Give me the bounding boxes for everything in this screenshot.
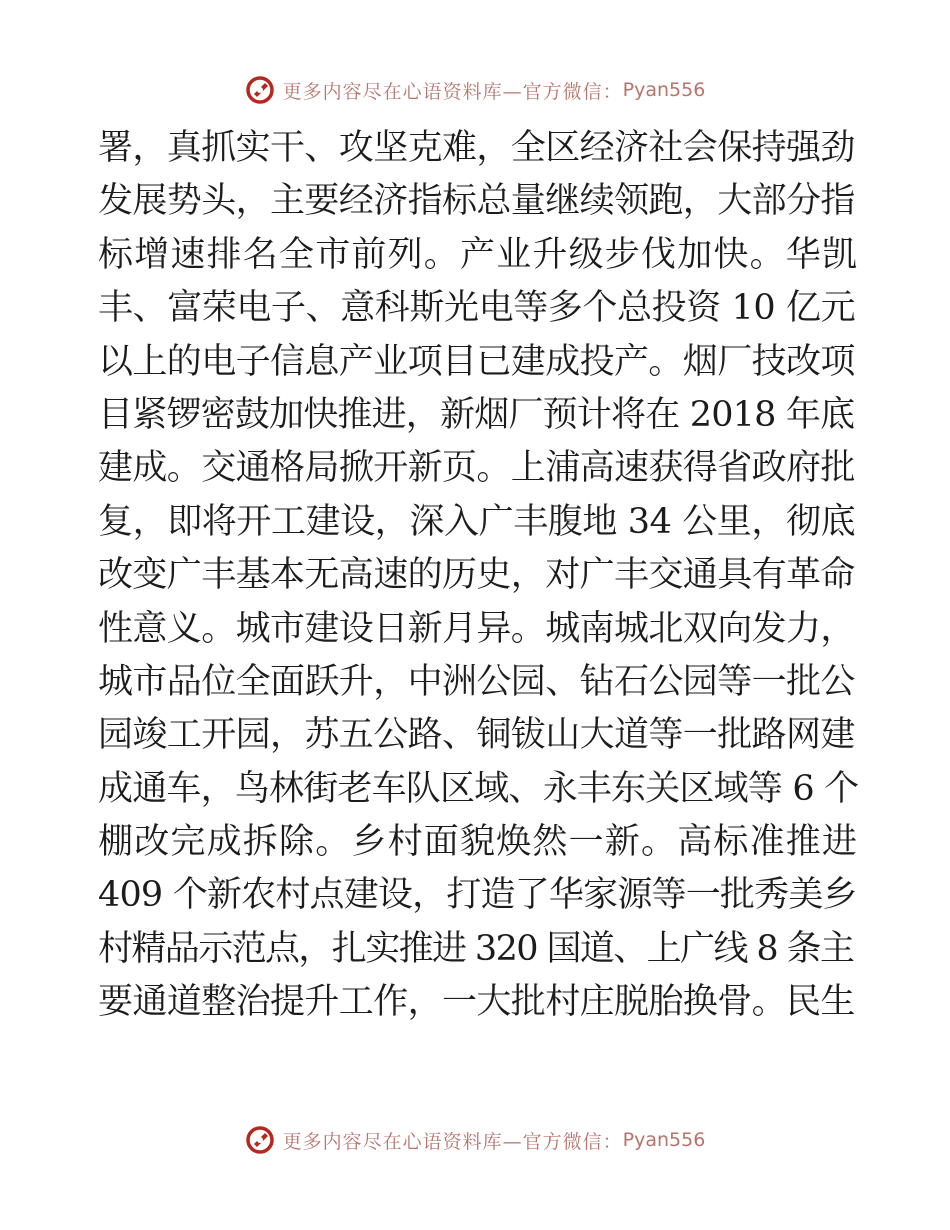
body-line: 成通车，鸟林街老车队区域、永丰东关区域等 6 个 — [98, 768, 859, 809]
body-line: 目紧锣密鼓加快推进，新烟厂预计将在 2018 年底 — [98, 394, 855, 435]
document-body — [98, 122, 858, 1030]
body-line: 棚改完成拆除。乡村面貌焕然一新。高标准推进 — [98, 822, 859, 863]
body-line: 丰、富荣电子、意科斯光电等多个总投资 10 亿元 — [98, 288, 856, 329]
body-line: 改变广丰基本无高速的历史，对广丰交通具有革命 — [98, 555, 855, 596]
heart-pen-logo-icon — [245, 1125, 275, 1155]
heart-pen-logo-icon — [245, 75, 275, 105]
body-line: 要通道整治提升工作，一大批村庄脱胎换骨。民生 — [98, 982, 855, 1023]
body-line: 城市品位全面跃升，中洲公园、钻石公园等一批公 — [98, 661, 855, 702]
header-watermark — [0, 70, 950, 110]
watermark-text: 更多内容尽在心语资料库—官方微信： — [282, 1130, 623, 1153]
body-line: 复，即将开工建设，深入广丰腹地 34 公里，彻底 — [98, 501, 856, 542]
body-line: 署，真抓实干、攻坚克难，全区经济社会保持强劲 — [98, 128, 855, 168]
body-line: 发展势头，主要经济指标总量继续领跑，大部分指 — [98, 181, 855, 222]
body-line: 409 个新农村点建设，打造了华家源等一批秀美乡 — [98, 875, 857, 916]
body-line: 建成。交通格局掀开新页。上浦高速获得省政府批 — [98, 448, 855, 489]
body-line: 村精品示范点，扎实推进 320 国道、上广线 8 条主 — [98, 928, 854, 969]
body-line: 性意义。城市建设日新月异。城南城北双向发力， — [98, 608, 855, 649]
body-line: 标增速排名全市前列。产业升级步伐加快。华凯 — [98, 234, 859, 275]
watermark-text: 更多内容尽在心语资料库—官方微信： — [282, 80, 623, 103]
body-line: 以上的电子信息产业项目已建成投产。烟厂技改项 — [98, 341, 855, 382]
watermark-wechat-id: Pyan556 — [622, 1129, 706, 1151]
body-line: 园竣工开园，苏五公路、铜钹山大道等一批路网建 — [98, 715, 855, 756]
footer-watermark — [0, 1120, 950, 1160]
watermark-wechat-id: Pyan556 — [622, 79, 706, 101]
